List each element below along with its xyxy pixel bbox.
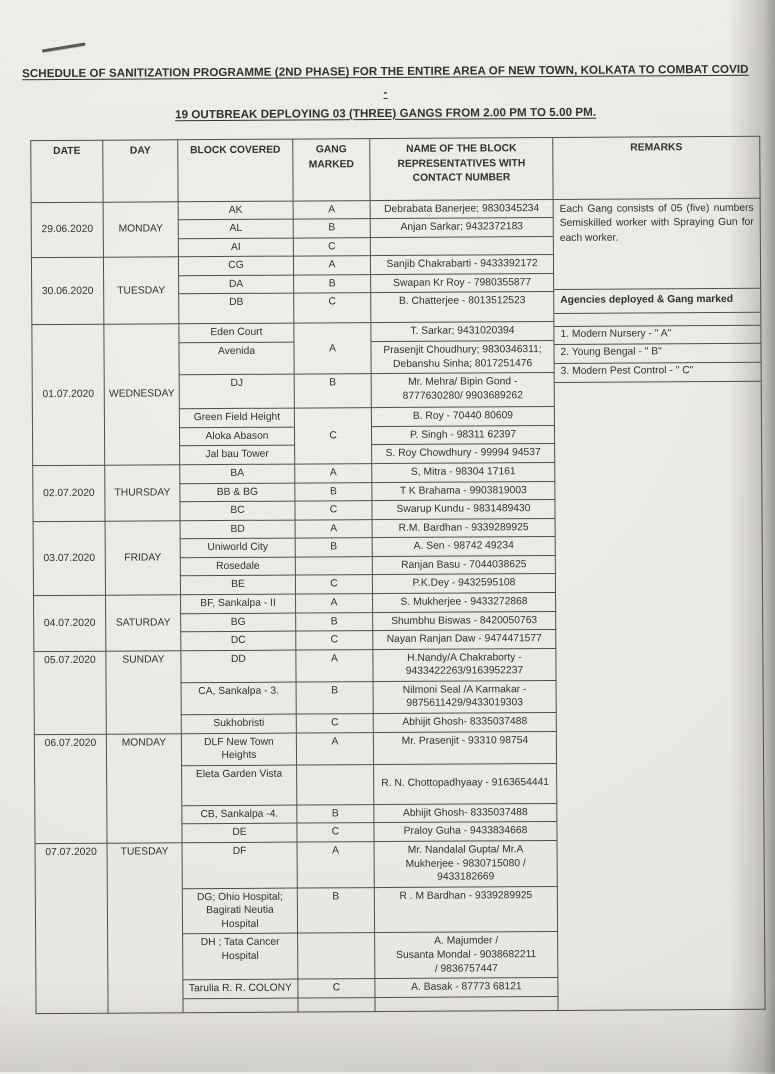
block-cell: DB <box>179 294 294 325</box>
block-cell: BA <box>180 464 295 483</box>
block-cell: CA, Sankalpa - 3. <box>181 682 296 715</box>
gang-cell: A <box>296 732 373 765</box>
block-cell: DH ; Tata Cancer Hospital <box>183 933 298 979</box>
gang-cell: C <box>296 714 373 733</box>
block-cell: Jal bau Tower <box>180 445 295 464</box>
contact-cell: P. Singh - 98311 62397 <box>371 425 554 445</box>
remark-agency: 3. Modern Pest Control - " C" <box>555 362 761 382</box>
contact-cell: P.K.Dey - 9432595108 <box>372 574 555 594</box>
day-cell: TUESDAY <box>107 843 183 1013</box>
header-day: DAY <box>103 139 178 201</box>
block-cell: DG; Ohio Hospital; Bagirati Neutia Hospital <box>182 888 297 934</box>
block-cell: Tarulia R. R. COLONY <box>183 979 298 998</box>
day-cell: TUESDAY <box>103 257 178 325</box>
block-cell: Avenida <box>179 342 294 375</box>
gang-cell: C <box>296 631 373 650</box>
date-cell: 02.07.2020 <box>33 465 105 521</box>
gang-cell: A <box>296 594 373 613</box>
block-cell: Eleta Garden Vista <box>182 765 297 806</box>
gang-cell: A <box>293 256 370 275</box>
contact-cell: Mr. Mehra/ Bipin Gond - 8777630280/ 9903689262 <box>371 373 554 408</box>
gang-cell: B <box>296 681 373 714</box>
table-header-row <box>31 136 760 202</box>
remark-agency: 1. Modern Nursery - " A" <box>554 324 760 344</box>
contact-cell: Shumbhu Biswas - 8420050763 <box>373 611 556 631</box>
contact-cell: Mr. Nandalal Gupta/ Mr.A Mukherjee - 9830715080 / 9433182669 <box>374 840 557 887</box>
title-line-2: 19 OUTBREAK DEPLOYING 03 (THREE) GANGS FROM 2.00 PM TO 5.00 PM. <box>175 105 597 122</box>
date-cell: 03.07.2020 <box>33 521 105 596</box>
contact-cell: Ranjan Basu - 7044038625 <box>372 555 555 575</box>
contact-cell: Anjan Sarkar; 9432372183 <box>370 218 553 238</box>
table-row <box>31 198 760 221</box>
gang-cell: B <box>294 274 371 293</box>
block-cell: Aloka Abason <box>179 427 294 446</box>
block-cell: Uniworld City <box>180 538 295 557</box>
block-cell: CG <box>178 256 293 275</box>
remark-agencies: Agencies deployed & Gang marked <box>554 288 760 313</box>
block-cell: BD <box>180 520 295 539</box>
remark-agency: 2. Young Bengal - " B" <box>554 343 760 363</box>
gang-cell: A <box>296 649 373 682</box>
contact-cell: B. Chatterjee - 8013512523 <box>371 292 554 323</box>
gang-cell <box>298 933 375 979</box>
gang-cell: C <box>297 823 374 842</box>
gang-cell: B <box>295 482 372 501</box>
gang-cell <box>298 997 375 1011</box>
gang-cell: A <box>294 323 371 374</box>
gang-cell: C <box>295 501 372 520</box>
gang-cell: B <box>295 538 372 557</box>
gang-cell: B <box>294 374 371 408</box>
date-cell: 07.07.2020 <box>35 843 108 1013</box>
day-cell: SUNDAY <box>106 650 182 733</box>
block-cell: Rosedale <box>180 557 295 576</box>
gang-cell: A <box>295 464 372 483</box>
contact-cell: T K Brahama - 9903819003 <box>372 481 555 501</box>
block-cell: AL <box>178 219 293 238</box>
pen-mark <box>42 42 86 52</box>
contact-cell: Praloy Guha - 9433834668 <box>374 822 557 842</box>
block-cell: DF <box>182 842 297 888</box>
gang-cell: A <box>295 519 372 538</box>
gang-cell: B <box>296 612 373 631</box>
contact-cell <box>375 996 558 1011</box>
block-cell: AI <box>178 238 293 257</box>
contact-cell: Abhijit Ghosh- 8335037488 <box>374 803 557 823</box>
contact-cell: S. Roy Chowdhury - 99994 94537 <box>372 444 555 464</box>
block-cell: Sukhobristi <box>181 714 296 733</box>
block-cell <box>183 998 298 1013</box>
date-cell: 29.06.2020 <box>31 202 103 258</box>
block-cell: BE <box>180 575 295 594</box>
contact-cell: R. N. Chottopadhyaay - 9163654441 <box>374 763 557 804</box>
day-cell: FRIDAY <box>105 520 180 595</box>
contact-cell: Sanjib Chakrabarti - 9433392172 <box>370 255 553 275</box>
header-block-covered: BLOCK COVERED <box>178 139 293 202</box>
block-cell: BB & BG <box>180 483 295 502</box>
gang-cell: C <box>298 979 375 998</box>
contact-cell: Debrabata Banerjee; 9830345234 <box>370 199 553 219</box>
contact-cell: S, Mitra - 98304 17161 <box>372 462 555 482</box>
day-cell: THURSDAY <box>105 465 180 521</box>
gang-cell: B <box>293 219 370 238</box>
header-gang-marked: GANG MARKED <box>293 138 370 200</box>
day-cell: SATURDAY <box>106 595 181 651</box>
remarks-cell <box>553 198 765 1010</box>
header-representatives: NAME OF THE BLOCK REPRESENTATIVES WITH CONTACT NUMBER <box>370 137 553 200</box>
date-cell: 05.07.2020 <box>34 651 107 734</box>
block-cell: BF, Sankalpa - II <box>181 594 296 613</box>
date-cell: 06.07.2020 <box>34 734 107 844</box>
gang-cell: A <box>297 842 374 888</box>
contact-cell: A. Sen - 98742 49234 <box>372 537 555 557</box>
block-cell: DC <box>181 631 296 650</box>
day-cell: WEDNESDAY <box>104 324 180 465</box>
schedule-table-body <box>31 198 765 1014</box>
block-cell: BC <box>180 501 295 520</box>
block-cell: Green Field Height <box>179 408 294 427</box>
contact-cell: Nilmoni Seal /A Karmakar - 9875611429/9433019303 <box>373 680 556 713</box>
gang-cell: C <box>294 408 371 464</box>
contact-cell: B. Roy - 70440 80609 <box>371 407 554 427</box>
contact-cell: R . M Bardhan - 9339289925 <box>374 886 557 933</box>
contact-cell: Prasenjit Choudhury; 9830346311; Debanshu Sinha; 8017251476 <box>371 341 554 374</box>
day-cell: MONDAY <box>103 201 178 257</box>
remark-note: Each Gang consists of 05 (five) numbers Semiskilled worker with Spraying Gun for each worker. <box>554 198 761 289</box>
gang-cell: A <box>293 200 370 219</box>
schedule-table <box>30 135 765 1014</box>
gang-cell: C <box>295 575 372 594</box>
date-cell: 30.06.2020 <box>31 258 103 326</box>
block-cell: DD <box>181 650 296 683</box>
contact-cell: H.Nandy/A Chakraborty - 9433422263/9163952237 <box>373 648 556 681</box>
gang-cell <box>295 556 372 575</box>
contact-cell: Swapan Kr Roy - 7980355877 <box>371 273 554 293</box>
contact-cell: S. Mukherjee - 9433272868 <box>373 592 556 612</box>
contact-cell: R.M. Bardhan - 9339289925 <box>372 518 555 538</box>
block-cell: Eden Court <box>179 324 294 343</box>
gang-cell: C <box>293 237 370 256</box>
contact-cell: A. Basak - 87773 68121 <box>375 978 558 998</box>
block-cell: DA <box>179 275 294 294</box>
day-cell: MONDAY <box>106 733 182 843</box>
gang-cell: B <box>297 804 374 823</box>
contact-cell: Abhijit Ghosh- 8335037488 <box>373 713 556 733</box>
header-remarks: REMARKS <box>553 136 760 199</box>
document-title <box>20 60 751 127</box>
date-cell: 01.07.2020 <box>32 325 105 466</box>
gang-cell <box>297 764 374 804</box>
header-date: DATE <box>31 140 103 202</box>
contact-cell: Swarup Kundu - 9831489430 <box>372 500 555 520</box>
gang-cell: B <box>297 887 374 933</box>
contact-cell: Mr. Prasenjit - 93310 98754 <box>373 731 556 764</box>
block-cell: CB, Sankalpa -4. <box>182 805 297 824</box>
gang-cell: C <box>294 293 371 323</box>
block-cell: DE <box>182 823 297 842</box>
block-cell: DLF New Town Heights <box>181 733 296 766</box>
block-cell: AK <box>178 201 293 220</box>
contact-cell: A. Majumder / Susanta Mondal - 9038682211 / 9836757447 <box>375 932 558 979</box>
contact-cell <box>370 236 553 256</box>
contact-cell: T. Sarkar; 9431020394 <box>371 322 554 342</box>
contact-cell: Nayan Ranjan Daw - 9474471577 <box>373 630 556 650</box>
block-cell: BG <box>181 613 296 632</box>
date-cell: 04.07.2020 <box>34 595 106 651</box>
block-cell: DJ <box>179 374 294 409</box>
title-line-1: SCHEDULE OF SANITIZATION PROGRAMME (2ND PHASE) FOR THE ENTIRE AREA OF NEW TOWN, KOLKATA TO COMBAT COVID - <box>22 62 749 99</box>
